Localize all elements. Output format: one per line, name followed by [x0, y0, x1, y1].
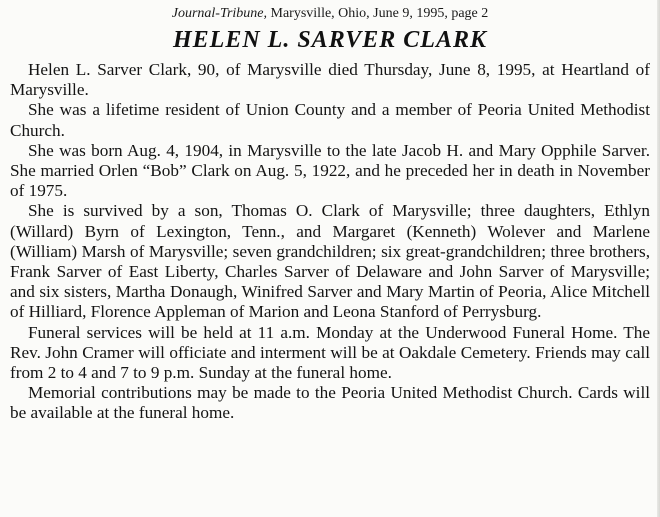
publication-details: Marysville, Ohio, June 9, 1995, page 2 — [267, 6, 489, 21]
obituary-paragraph-survivors: She is survived by a son, Thomas O. Clark of Marysville; three daughters, Ethlyn (Willard) Byrn of Lexington, Tenn., and Margaret (Kenneth) Wolever and Marlene (William) Marsh of Marysville; seven grandchildren; six great-grandchildren; three brothers, Frank Sarver of East Liberty, Charles Sarver of Delaware and John Sarver of Marysville; and six sisters, Martha Donaugh, Winifred Sarver and Mary Martin of Peoria, Alice Mitchell of Hilliard, Florence Appleman of Marion and Leona Stanford of Perrysburg. — [10, 201, 650, 322]
obituary-body — [10, 60, 650, 424]
publication-name: Journal-Tribune, — [171, 6, 268, 21]
obituary-paragraph-death: Helen L. Sarver Clark, 90, of Marysville died Thursday, June 8, 1995, at Heartland of Marysville. — [10, 60, 650, 100]
obituary-headline: HELEN L. SARVER CLARK — [173, 27, 487, 53]
obituary-paragraph-residence: She was a lifetime resident of Union County and a member of Peoria United Methodist Church. — [10, 100, 650, 140]
source-citation — [0, 6, 660, 22]
obituary-paragraph-birth: She was born Aug. 4, 1904, in Marysville to the late Jacob H. and Mary Opphile Sarver. She married Orlen “Bob” Clark on Aug. 5, 1922, and he preceded her in death in November of 1975. — [10, 140, 650, 201]
obituary-paragraph-memorials: Memorial contributions may be made to the Peoria United Methodist Church. Cards will be available at the funeral home. — [10, 383, 650, 423]
obituary-paragraph-services: Funeral services will be held at 11 a.m. Monday at the Underwood Funeral Home. The Rev. John Cramer will officiate and interment will be at Oakdale Cemetery. Friends may call from 2 to 4 and 7 to 9 p.m. Sunday at the funeral home. — [10, 322, 650, 383]
